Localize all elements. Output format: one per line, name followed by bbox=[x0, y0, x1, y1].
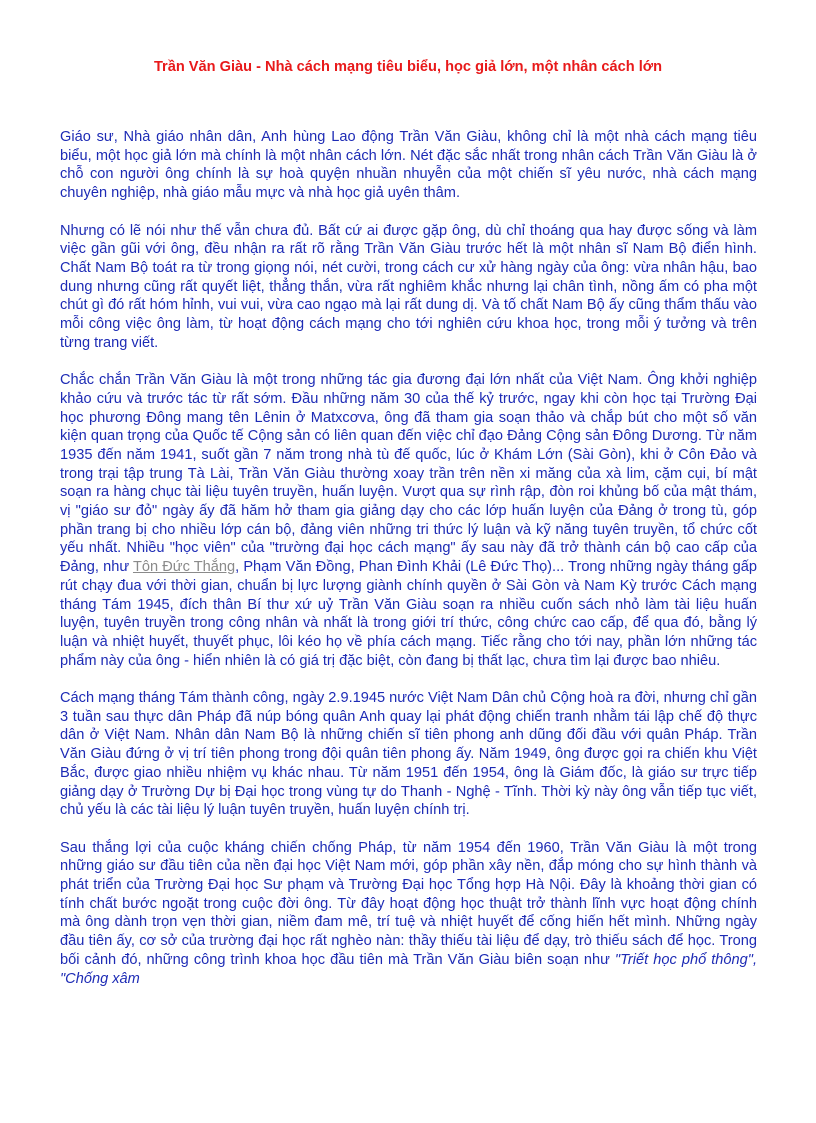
paragraph-3-text-after-link: , Phạm Văn Đồng, Phan Đình Khải (Lê Đức Thọ)... Trong những ngày tháng gấp rút chạy đua với thời gian, chuẩn bị lực lượng giành chính quyền ở Sài Gòn và Nam Kỳ trước Cách mạng tháng Tám 1945, đích thân Bí thư xứ uỷ Trần Văn Giàu soạn ra nhiều cuốn sách nhỏ làm tài liệu huấn luyện, tuyên truyền trong công nhân và nhất là trong giới trí thức, công chức cao cấp, để qua đó, bằng lý luận và nhiệt huyết, thuyết phục, lôi kéo họ về phía cách mạng. Tiếc rằng cho tới nay, phần lớn những tác phẩm này của ông - hiển nhiên là có giá trị đặc biệt, còn đang bị thất lạc, chưa tìm lại được bao nhiêu. bbox=[60, 559, 757, 669]
document-title: Trần Văn Giàu - Nhà cách mạng tiêu biểu, học giả lớn, một nhân cách lớn bbox=[153, 59, 663, 75]
paragraph-2: Nhưng có lẽ nói như thế vẫn chưa đủ. Bất cứ ai được gặp ông, dù chỉ thoáng qua hay được sống và làm việc gần gũi với ông, đều nhận ra rất rõ rằng Trần Văn Giàu trước hết là một nhân sĩ Nam Bộ điển hình. Chất Nam Bộ toát ra từ trong giọng nói, nét cười, trong cách cư xử hàng ngày của ông: vừa nhân hậu, bao dung nhưng cũng rất quyết liệt, thẳng thắn, vừa rất nghiêm khắc nhưng lại chân tình, nồng ấm có pha một chút gì đó rất hóm hỉnh, vui vui, vừa cao ngạo mà lại rất dung dị. Và tố chất Nam Bộ ấy cũng thẩm thấu vào mỗi công việc ông làm, từ hoạt động cách mạng cho tới nghiên cứu khoa học, trong mỗi ý tưởng và trên từng trang viết. bbox=[60, 222, 757, 351]
paragraph-5-text: Sau thắng lợi của cuộc kháng chiến chống Pháp, từ năm 1954 đến 1960, Trần Văn Giàu là một trong những giáo sư đầu tiên của nền đại học Việt Nam mới, góp phần xây nền, đắp móng cho sự hình thành và phát triển của Trường Đại học Sư phạm và Trường Đại học Tổng hợp Hà Nội. Đây là khoảng thời gian có tính chất bước ngoặt trong cuộc đời ông. Từ đây hoạt động học thuật trở thành lĩnh vực hoạt động chính mà ông dành trọn vẹn thời gian, niềm đam mê, trí tuệ và nhiệt huyết để cống hiến hết mình. Những ngày đầu tiên ấy, cơ sở của trường đại học rất nghèo nàn: thầy thiếu tài liệu để dạy, trò thiếu sách để học. Trong bối cảnh đó, những công trình khoa học đầu tiên mà Trần Văn Giàu biên soạn như bbox=[60, 839, 757, 968]
paragraph-4: Cách mạng tháng Tám thành công, ngày 2.9.1945 nước Việt Nam Dân chủ Cộng hoà ra đời, nhưng chỉ gần 3 tuần sau thực dân Pháp đã núp bóng quân Anh quay lại phát động chiến tranh nhằm tái lập chế độ thực dân ở Việt Nam. Nhân dân Nam Bộ là những chiến sĩ tiên phong anh dũng đối đầu với quân Pháp. Trần Văn Giàu đứng ở vị trí tiên phong trong đội quân tiên phong ấy. Năm 1949, ông được gọi ra chiến khu Việt Bắc, được giao nhiều nhiệm vụ khác nhau. Từ năm 1951 đến 1954, ông là Giám đốc, là giáo sư trực tiếp giảng dạy ở Trường Dự bị Đại học trong vùng tự do Thanh - Nghệ - Tĩnh. Thời kỳ này ông vẫn tiếp tục viết, chủ yếu là các tài liệu lý luận tuyên truyền, huấn luyện chính trị. bbox=[60, 690, 757, 819]
paragraph-5 bbox=[60, 839, 757, 989]
ton-duc-thang-link[interactable]: Tôn Đức Thắng bbox=[132, 559, 236, 576]
paragraph-1: Giáo sư, Nhà giáo nhân dân, Anh hùng Lao động Trần Văn Giàu, không chỉ là một nhà cách mạng tiêu biểu, một học giả lớn mà chính là một nhân cách lớn. Nét đặc sắc nhất trong nhân cách Trần Văn Giàu là ở chỗ con người ông chính là sự hoà quyện nhuần nhuyễn của một chiến sĩ yêu nước, nhà cách mạng chuyên nghiệp, nhà giáo mẫu mực và nhà học giả uyên thâm. bbox=[60, 129, 757, 202]
document-body bbox=[60, 128, 757, 1007]
paragraph-3 bbox=[60, 371, 757, 670]
book-titles-italic: "Triết học phổ thông", "Chống xâm bbox=[60, 951, 757, 987]
paragraph-3-text-before-link: Chắc chắn Trần Văn Giàu là một trong những tác gia đương đại lớn nhất của Việt Nam. Ông khởi nghiệp khảo cứu và trước tác từ rất sớm. Đầu những năm 30 của thế kỷ trước, ngay khi còn học tại Trường Đại học phương Đông mang tên Lênin ở Matxcơva, ông đã tham gia soạn thảo và chắp bút cho một số văn kiện quan trọng của Quốc tế Cộng sản có liên quan đến việc chỉ đạo Đảng Cộng sản Đông Dương. Từ năm 1935 đến năm 1941, suốt gần 7 năm trong nhà tù đế quốc, lúc ở Khám Lớn (Sài Gòn), khi ở Côn Đảo và trong trại tập trung Tà Lài, Trần Văn Giàu thường xoay trần trên nền xi măng của xà lim, cặm cụi, bí mật soạn ra hàng chục tài liệu tuyên truyền, huấn luyện. Vượt qua sự rình rập, đòn roi khủng bố của mật thám, vị "giáo sư đỏ" ngày ấy đã hăm hở tham gia giảng dạy cho các lớp huấn luyện của Đảng ở trong tù, góp phần trang bị cho nhiều lớp cán bộ, đảng viên những tri thức lý luận và kỹ năng tuyên truyền, tổ chức cốt yếu nhất. Nhiều "học viên" của "trường đại học cách mạng" ấy sau này đã trở thành cán bộ cao cấp của Đảng, như bbox=[60, 372, 757, 576]
